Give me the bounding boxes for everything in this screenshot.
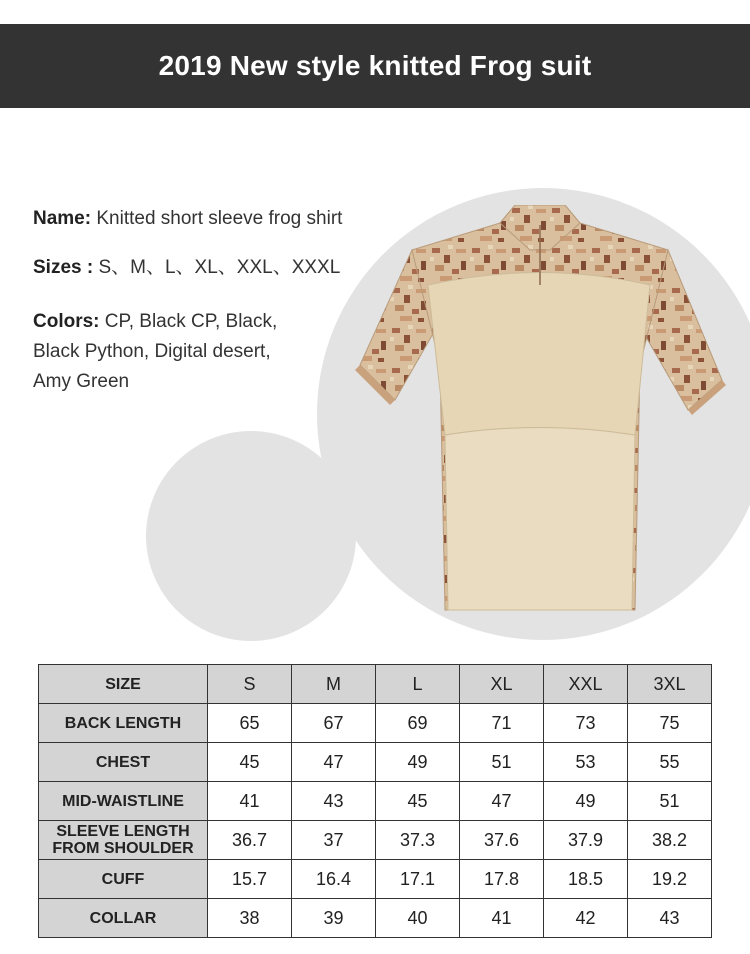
sizes-value: S、M、L、XL、XXL、XXXL [98, 257, 341, 278]
table-cell: 37 [292, 821, 376, 860]
table-cell: 41 [208, 782, 292, 821]
table-cell: 65 [208, 704, 292, 743]
colors-value-line1: CP, Black CP, Black, [104, 311, 278, 332]
header-cell: XXL [544, 665, 628, 704]
table-cell: 37.6 [460, 821, 544, 860]
page-title: 2019 New style knitted Frog suit [158, 50, 592, 81]
table-cell: 19.2 [628, 860, 712, 899]
table-row [39, 899, 712, 938]
row-label: SLEEVE LENGTH FROM SHOULDER [39, 821, 208, 860]
background-circle-small [146, 431, 356, 641]
table-row [39, 821, 712, 860]
table-cell: 43 [292, 782, 376, 821]
row-label: COLLAR [39, 899, 208, 938]
table-cell: 18.5 [544, 860, 628, 899]
row-label: MID-WAISTLINE [39, 782, 208, 821]
table-cell: 47 [292, 743, 376, 782]
product-sizes [33, 253, 340, 283]
table-row [39, 782, 712, 821]
table-cell: 69 [376, 704, 460, 743]
table-cell: 49 [544, 782, 628, 821]
row-label: CUFF [39, 860, 208, 899]
table-cell: 38 [208, 899, 292, 938]
table-cell: 51 [460, 743, 544, 782]
sizes-label: Sizes : [33, 257, 94, 278]
table-cell: 38.2 [628, 821, 712, 860]
name-value: Knitted short sleeve frog shirt [96, 208, 343, 229]
table-cell: 37.9 [544, 821, 628, 860]
table-header-row [39, 665, 712, 704]
table-cell: 51 [628, 782, 712, 821]
header-cell: 3XL [628, 665, 712, 704]
name-label: Name: [33, 208, 92, 229]
table-cell: 67 [292, 704, 376, 743]
row-label: BACK LENGTH [39, 704, 208, 743]
table-cell: 16.4 [292, 860, 376, 899]
table-row [39, 743, 712, 782]
table-cell: 17.8 [460, 860, 544, 899]
product-name [33, 204, 342, 234]
colors-value-line2: Black Python, Digital desert, [33, 341, 271, 362]
header-cell: S [208, 665, 292, 704]
table-cell: 41 [460, 899, 544, 938]
table-cell: 37.3 [376, 821, 460, 860]
table-cell: 40 [376, 899, 460, 938]
table-cell: 17.1 [376, 860, 460, 899]
shirt-image [350, 205, 730, 615]
table-cell: 36.7 [208, 821, 292, 860]
table-cell: 49 [376, 743, 460, 782]
table-cell: 47 [460, 782, 544, 821]
table-cell: 53 [544, 743, 628, 782]
product-colors [33, 307, 333, 397]
header-cell: XL [460, 665, 544, 704]
table-cell: 42 [544, 899, 628, 938]
header-cell: M [292, 665, 376, 704]
table-cell: 15.7 [208, 860, 292, 899]
table-row [39, 860, 712, 899]
size-chart-table [38, 664, 712, 938]
table-cell: 39 [292, 899, 376, 938]
table-cell: 71 [460, 704, 544, 743]
row-label: CHEST [39, 743, 208, 782]
table-cell: 73 [544, 704, 628, 743]
colors-value-line3: Amy Green [33, 371, 130, 392]
table-cell: 45 [208, 743, 292, 782]
table-cell: 43 [628, 899, 712, 938]
table-cell: 55 [628, 743, 712, 782]
colors-label: Colors: [33, 311, 100, 332]
header-cell: SIZE [39, 665, 208, 704]
table-row [39, 704, 712, 743]
header-cell: L [376, 665, 460, 704]
page-header [0, 24, 750, 108]
table-cell: 75 [628, 704, 712, 743]
table-cell: 45 [376, 782, 460, 821]
